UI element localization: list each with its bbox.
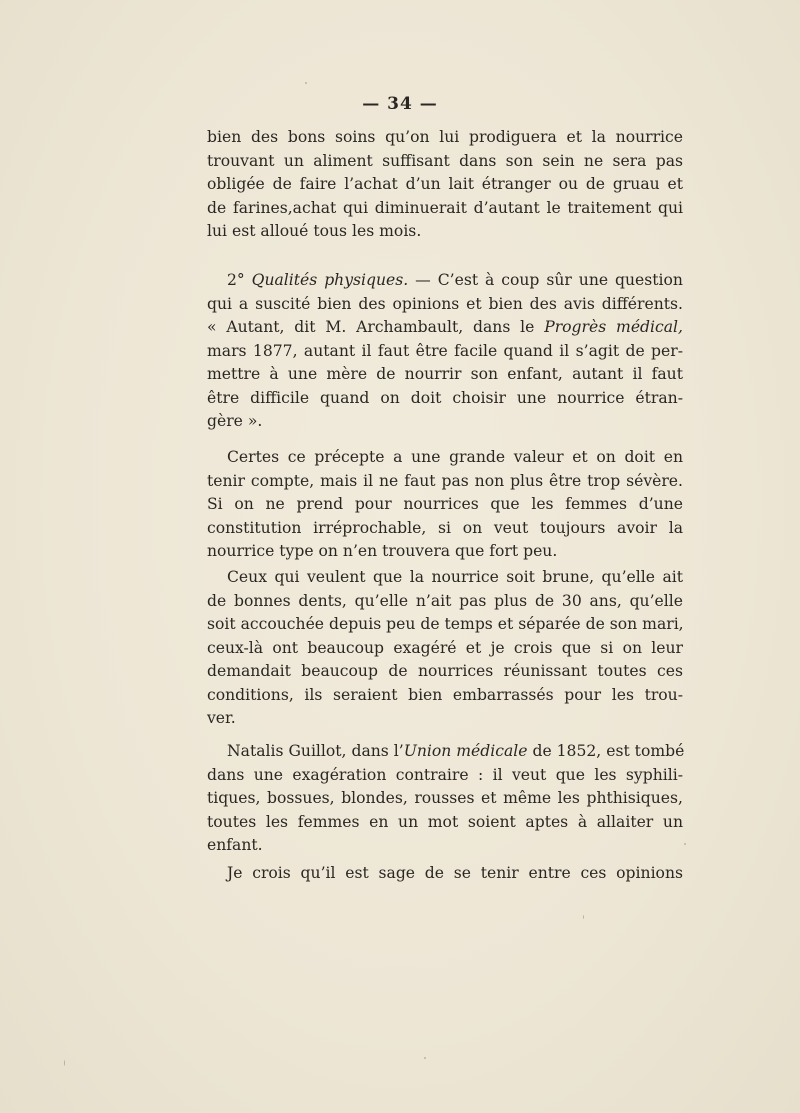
text-line: bien des bons soins qu’on lui prodiguera et la nourrice (207, 128, 683, 146)
paragraph-2 (207, 269, 683, 434)
text-line: obligée de faire l’achat d’un lait étranger ou de gruau et (207, 175, 683, 193)
paper-speck (424, 1057, 426, 1059)
text-line: tenir compte, mais il ne faut pas non plus être trop sévère. (207, 471, 683, 490)
text-line: demandait beaucoup de nourrices réunissant toutes ces (207, 662, 683, 680)
paragraph-6 (207, 862, 683, 886)
text-line: mars 1877, autant il faut être facile quand il s’agit de per- (207, 341, 683, 360)
journal-title: Progrès médical, (544, 318, 683, 336)
text-line: être difficile quand on doit choisir une nourrice étran- (207, 388, 683, 407)
page-number: — 34 — (362, 94, 438, 114)
text-line: toutes les femmes en un mot soient aptes à allaiter un (207, 812, 683, 831)
paper-speck (684, 843, 686, 845)
text-line: de farines,achat qui diminuerait d’autant le traitement qui (207, 198, 683, 217)
paper-speck (583, 915, 584, 919)
section-number: 2° (227, 271, 252, 289)
paper-speck (64, 1060, 65, 1066)
paragraph-1 (207, 126, 683, 244)
text-line: Je crois qu’il est sage de se tenir entre ces opinions (227, 864, 683, 882)
text-line: gère ». (207, 412, 263, 430)
section-heading: Qualités physiques. (251, 271, 409, 289)
text-fragment: Natalis Guillot, dans l’ (227, 742, 404, 760)
text-line (207, 269, 683, 293)
text-line: soit accouchée depuis peu de temps et séparée de son mari, (207, 615, 684, 633)
paper-speck (305, 82, 307, 84)
text-line: qui a suscité bien des opinions et bien des avis différents. (207, 294, 683, 313)
text-line: Ceux qui veulent que la nourrice soit brune, qu’elle ait (227, 568, 683, 586)
text-line: lui est alloué tous les mois. (207, 222, 422, 240)
text-line (207, 316, 683, 340)
paragraph-5 (207, 740, 683, 858)
text-fragment: — C’est à coup sûr une question (408, 271, 683, 289)
text-line: ceux-là ont beaucoup exagéré et je crois que si on leur (207, 638, 683, 657)
text-line (207, 740, 683, 764)
text-line: tiques, bossues, blondes, rousses et même les phthisiques, (207, 789, 683, 807)
paragraph-4 (207, 566, 683, 731)
text-line: conditions, ils seraient bien embarrassés pour les trou- (207, 685, 683, 704)
text-line: ver. (207, 709, 236, 727)
paragraph-3 (207, 446, 683, 564)
text-line: Si on ne prend pour nourrices que les femmes d’une (207, 495, 683, 513)
text-line: enfant. (207, 836, 263, 854)
text-line: trouvant un aliment suffisant dans son sein ne sera pas (207, 151, 683, 170)
text-fragment: « Autant, dit M. Archambault, dans le (207, 318, 545, 336)
text-line: nourrice type on n’en trouvera que fort peu. (207, 542, 558, 560)
text-line: de bonnes dents, qu’elle n’ait pas plus de 30 ans, qu’elle (207, 591, 683, 610)
journal-title: Union médicale (403, 742, 528, 760)
text-line: constitution irréprochable, si on veut toujours avoir la (207, 518, 683, 537)
text-line: mettre à une mère de nourrir son enfant, autant il faut (207, 365, 683, 383)
text-line: dans une exagération contraire : il veut que les syphili- (207, 765, 683, 784)
text-line: Certes ce précepte a une grande valeur et on doit en (227, 448, 683, 466)
text-fragment: de 1852, est tombé (527, 742, 685, 760)
